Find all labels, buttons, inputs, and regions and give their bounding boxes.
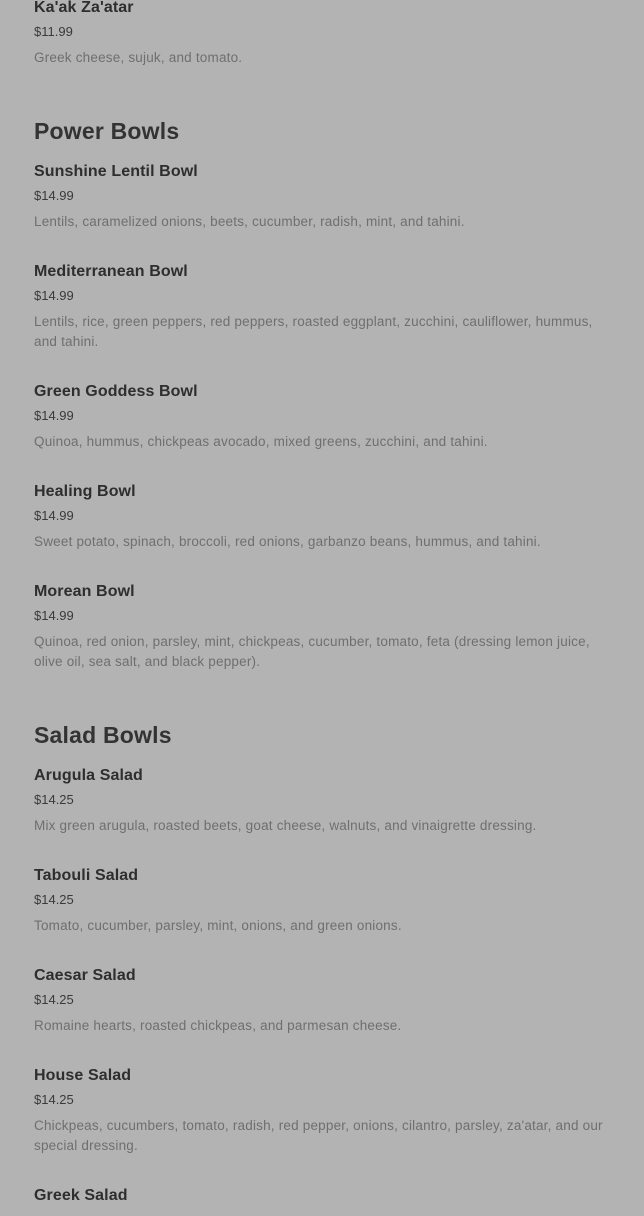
menu-item-green-goddess-bowl[interactable] — [34, 383, 614, 452]
menu-item-kaak-zaatar[interactable] — [34, 0, 614, 68]
menu-item-arugula-salad[interactable] — [34, 767, 614, 836]
menu-item-name: Healing Bowl — [34, 483, 136, 500]
menu-item-description: Romaine hearts, roasted chickpeas, and parmesan cheese. — [34, 1018, 402, 1033]
menu-item-price: $14.25 — [34, 792, 74, 807]
menu-item-description: Lentils, caramelized onions, beets, cucumber, radish, mint, and tahini. — [34, 214, 465, 229]
menu-item-tabouli-salad[interactable] — [34, 867, 614, 936]
menu-item-name: Morean Bowl — [34, 583, 135, 600]
menu-item-caesar-salad[interactable] — [34, 967, 614, 1036]
menu-item-name: Mediterranean Bowl — [34, 263, 188, 280]
menu-item-price: $14.25 — [34, 992, 74, 1007]
menu-item-morean-bowl[interactable] — [34, 583, 614, 672]
menu-item-price: $14.99 — [34, 408, 74, 423]
menu-item-price: $11.99 — [34, 24, 73, 39]
menu-item-price: $14.25 — [34, 892, 74, 907]
menu-item-name: Arugula Salad — [34, 767, 143, 784]
menu-item-mediterranean-bowl[interactable] — [34, 263, 614, 352]
menu-item-name: Tabouli Salad — [34, 867, 139, 884]
menu-item-description: Chickpeas, cucumbers, tomato, radish, red pepper, onions, cilantro, parsley, za'atar, and our special dressing. — [34, 1118, 603, 1153]
menu-item-name: Caesar Salad — [34, 967, 136, 984]
menu-item-price: $14.25 — [34, 1092, 74, 1107]
menu-item-description: Mix green arugula, roasted beets, goat cheese, walnuts, and vinaigrette dressing. — [34, 818, 537, 833]
menu-item-description: Quinoa, hummus, chickpeas avocado, mixed greens, zucchini, and tahini. — [34, 434, 488, 449]
menu-item-description: Quinoa, red onion, parsley, mint, chickpeas, cucumber, tomato, feta (dressing lemon juice, olive oil, sea salt, and black pepper). — [34, 634, 590, 669]
section-title-power-bowls: Power Bowls — [34, 118, 180, 144]
section-title-salad-bowls: Salad Bowls — [34, 722, 172, 748]
menu-item-description: Sweet potato, spinach, broccoli, red onions, garbanzo beans, hummus, and tahini. — [34, 534, 541, 549]
menu-item-name: Greek Salad — [34, 1187, 128, 1204]
menu-item-name: Sunshine Lentil Bowl — [34, 163, 198, 180]
menu-item-price: $14.99 — [34, 288, 74, 303]
menu-item-description: Lentils, rice, green peppers, red peppers, roasted eggplant, zucchini, cauliflower, hummus, and tahini. — [34, 314, 593, 349]
menu-item-sunshine-lentil-bowl[interactable] — [34, 163, 614, 232]
menu-item-description: Greek cheese, sujuk, and tomato. — [34, 50, 243, 65]
menu-item-greek-salad[interactable] — [34, 1187, 614, 1205]
menu-item-price: $14.99 — [34, 188, 74, 203]
menu-item-price: $14.99 — [34, 508, 74, 523]
menu-item-house-salad[interactable] — [34, 1067, 614, 1156]
menu-item-name: Green Goddess Bowl — [34, 383, 198, 400]
menu-item-description: Tomato, cucumber, parsley, mint, onions, and green onions. — [34, 918, 402, 933]
menu-item-name: Ka'ak Za'atar — [34, 0, 134, 16]
menu-item-name: House Salad — [34, 1067, 132, 1084]
menu-item-healing-bowl[interactable] — [34, 483, 614, 552]
menu-item-price: $14.99 — [34, 608, 74, 623]
